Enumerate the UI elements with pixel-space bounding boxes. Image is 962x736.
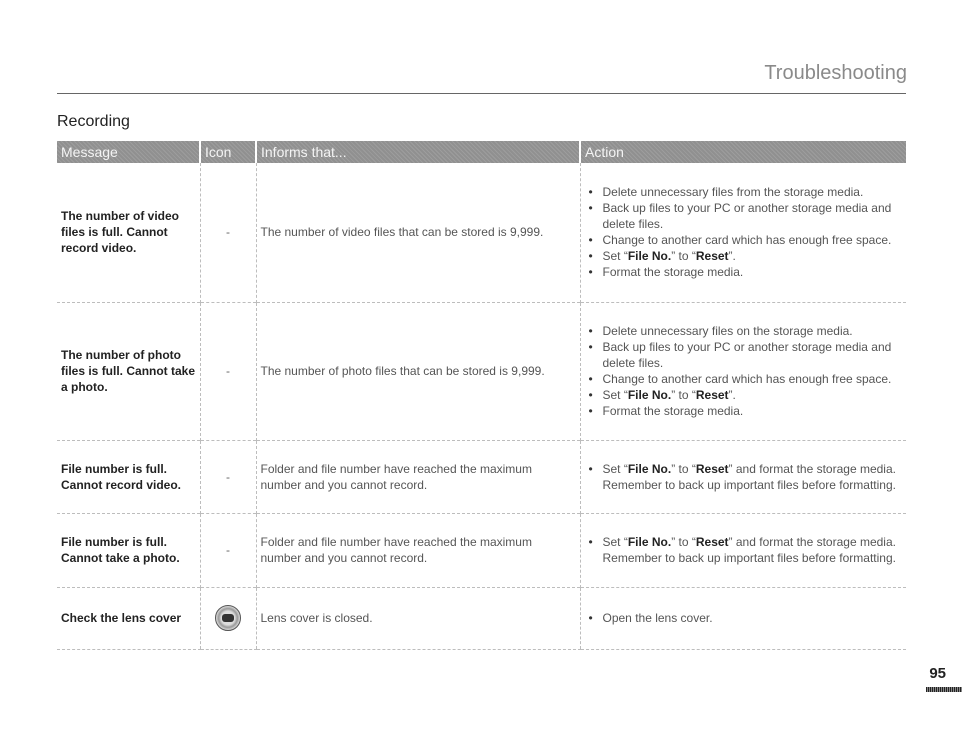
action-item: • Change to another card which has enough free space. bbox=[585, 232, 903, 248]
action-list bbox=[585, 184, 903, 280]
icon-cell: - bbox=[200, 513, 256, 587]
action-item: • Set “File No.” to “Reset”. bbox=[585, 387, 903, 403]
action-item: • Set “File No.” to “Reset”. bbox=[585, 248, 903, 264]
icon-cell: - bbox=[200, 440, 256, 513]
informs-cell: Folder and file number have reached the maximum number and you cannot record. bbox=[256, 513, 580, 587]
action-item: • Set “File No.” to “Reset” and format the storage media. Remember to back up important files before formatting. bbox=[585, 461, 903, 493]
action-cell bbox=[580, 163, 906, 302]
page-title: Troubleshooting bbox=[764, 62, 907, 84]
action-cell bbox=[580, 440, 906, 513]
troubleshooting-table bbox=[57, 141, 906, 650]
table-row bbox=[57, 587, 906, 649]
informs-cell: The number of photo files that can be stored is 9,999. bbox=[256, 302, 580, 440]
informs-cell: Lens cover is closed. bbox=[256, 587, 580, 649]
table-row bbox=[57, 440, 906, 513]
message-cell: File number is full. Cannot record video. bbox=[57, 440, 200, 513]
message-cell: Check the lens cover bbox=[57, 587, 200, 649]
action-item: • Format the storage media. bbox=[585, 264, 903, 280]
action-cell bbox=[580, 587, 906, 649]
action-list bbox=[585, 534, 903, 566]
action-item: • Format the storage media. bbox=[585, 403, 903, 419]
action-item: • Open the lens cover. bbox=[585, 610, 903, 626]
column-header-informs: Informs that... bbox=[256, 141, 580, 163]
icon-cell: - bbox=[200, 163, 256, 302]
action-item: • Back up files to your PC or another storage media and delete files. bbox=[585, 339, 903, 371]
table-header-row bbox=[57, 141, 906, 163]
page-number: 95 bbox=[929, 665, 946, 682]
action-item: • Change to another card which has enough free space. bbox=[585, 371, 903, 387]
table-row bbox=[57, 513, 906, 587]
action-list bbox=[585, 610, 903, 626]
action-item: • Set “File No.” to “Reset” and format the storage media. Remember to back up important files before formatting. bbox=[585, 534, 903, 566]
informs-cell: The number of video files that can be stored is 9,999. bbox=[256, 163, 580, 302]
table-row bbox=[57, 163, 906, 302]
section-title: Recording bbox=[57, 113, 130, 130]
page-number-bar bbox=[926, 687, 962, 692]
message-cell: The number of video files is full. Cannot record video. bbox=[61, 209, 180, 256]
action-cell bbox=[580, 513, 906, 587]
title-divider bbox=[57, 93, 906, 94]
action-item: • Delete unnecessary files from the storage media. bbox=[585, 184, 903, 200]
action-item: • Back up files to your PC or another storage media and delete files. bbox=[585, 200, 903, 232]
action-item: • Delete unnecessary files on the storage media. bbox=[585, 323, 903, 339]
informs-cell: Folder and file number have reached the maximum number and you cannot record. bbox=[256, 440, 580, 513]
icon-cell bbox=[200, 587, 256, 649]
column-header-icon: Icon bbox=[200, 141, 256, 163]
column-header-action: Action bbox=[580, 141, 906, 163]
lens-cover-icon bbox=[215, 605, 241, 631]
message-cell: The number of photo files is full. Cannot take a photo. bbox=[57, 302, 200, 440]
action-list bbox=[585, 323, 903, 419]
action-list bbox=[585, 461, 903, 493]
message-cell: File number is full. Cannot take a photo. bbox=[57, 513, 200, 587]
action-cell bbox=[580, 302, 906, 440]
table-row bbox=[57, 302, 906, 440]
column-header-message: Message bbox=[57, 141, 200, 163]
icon-cell: - bbox=[200, 302, 256, 440]
